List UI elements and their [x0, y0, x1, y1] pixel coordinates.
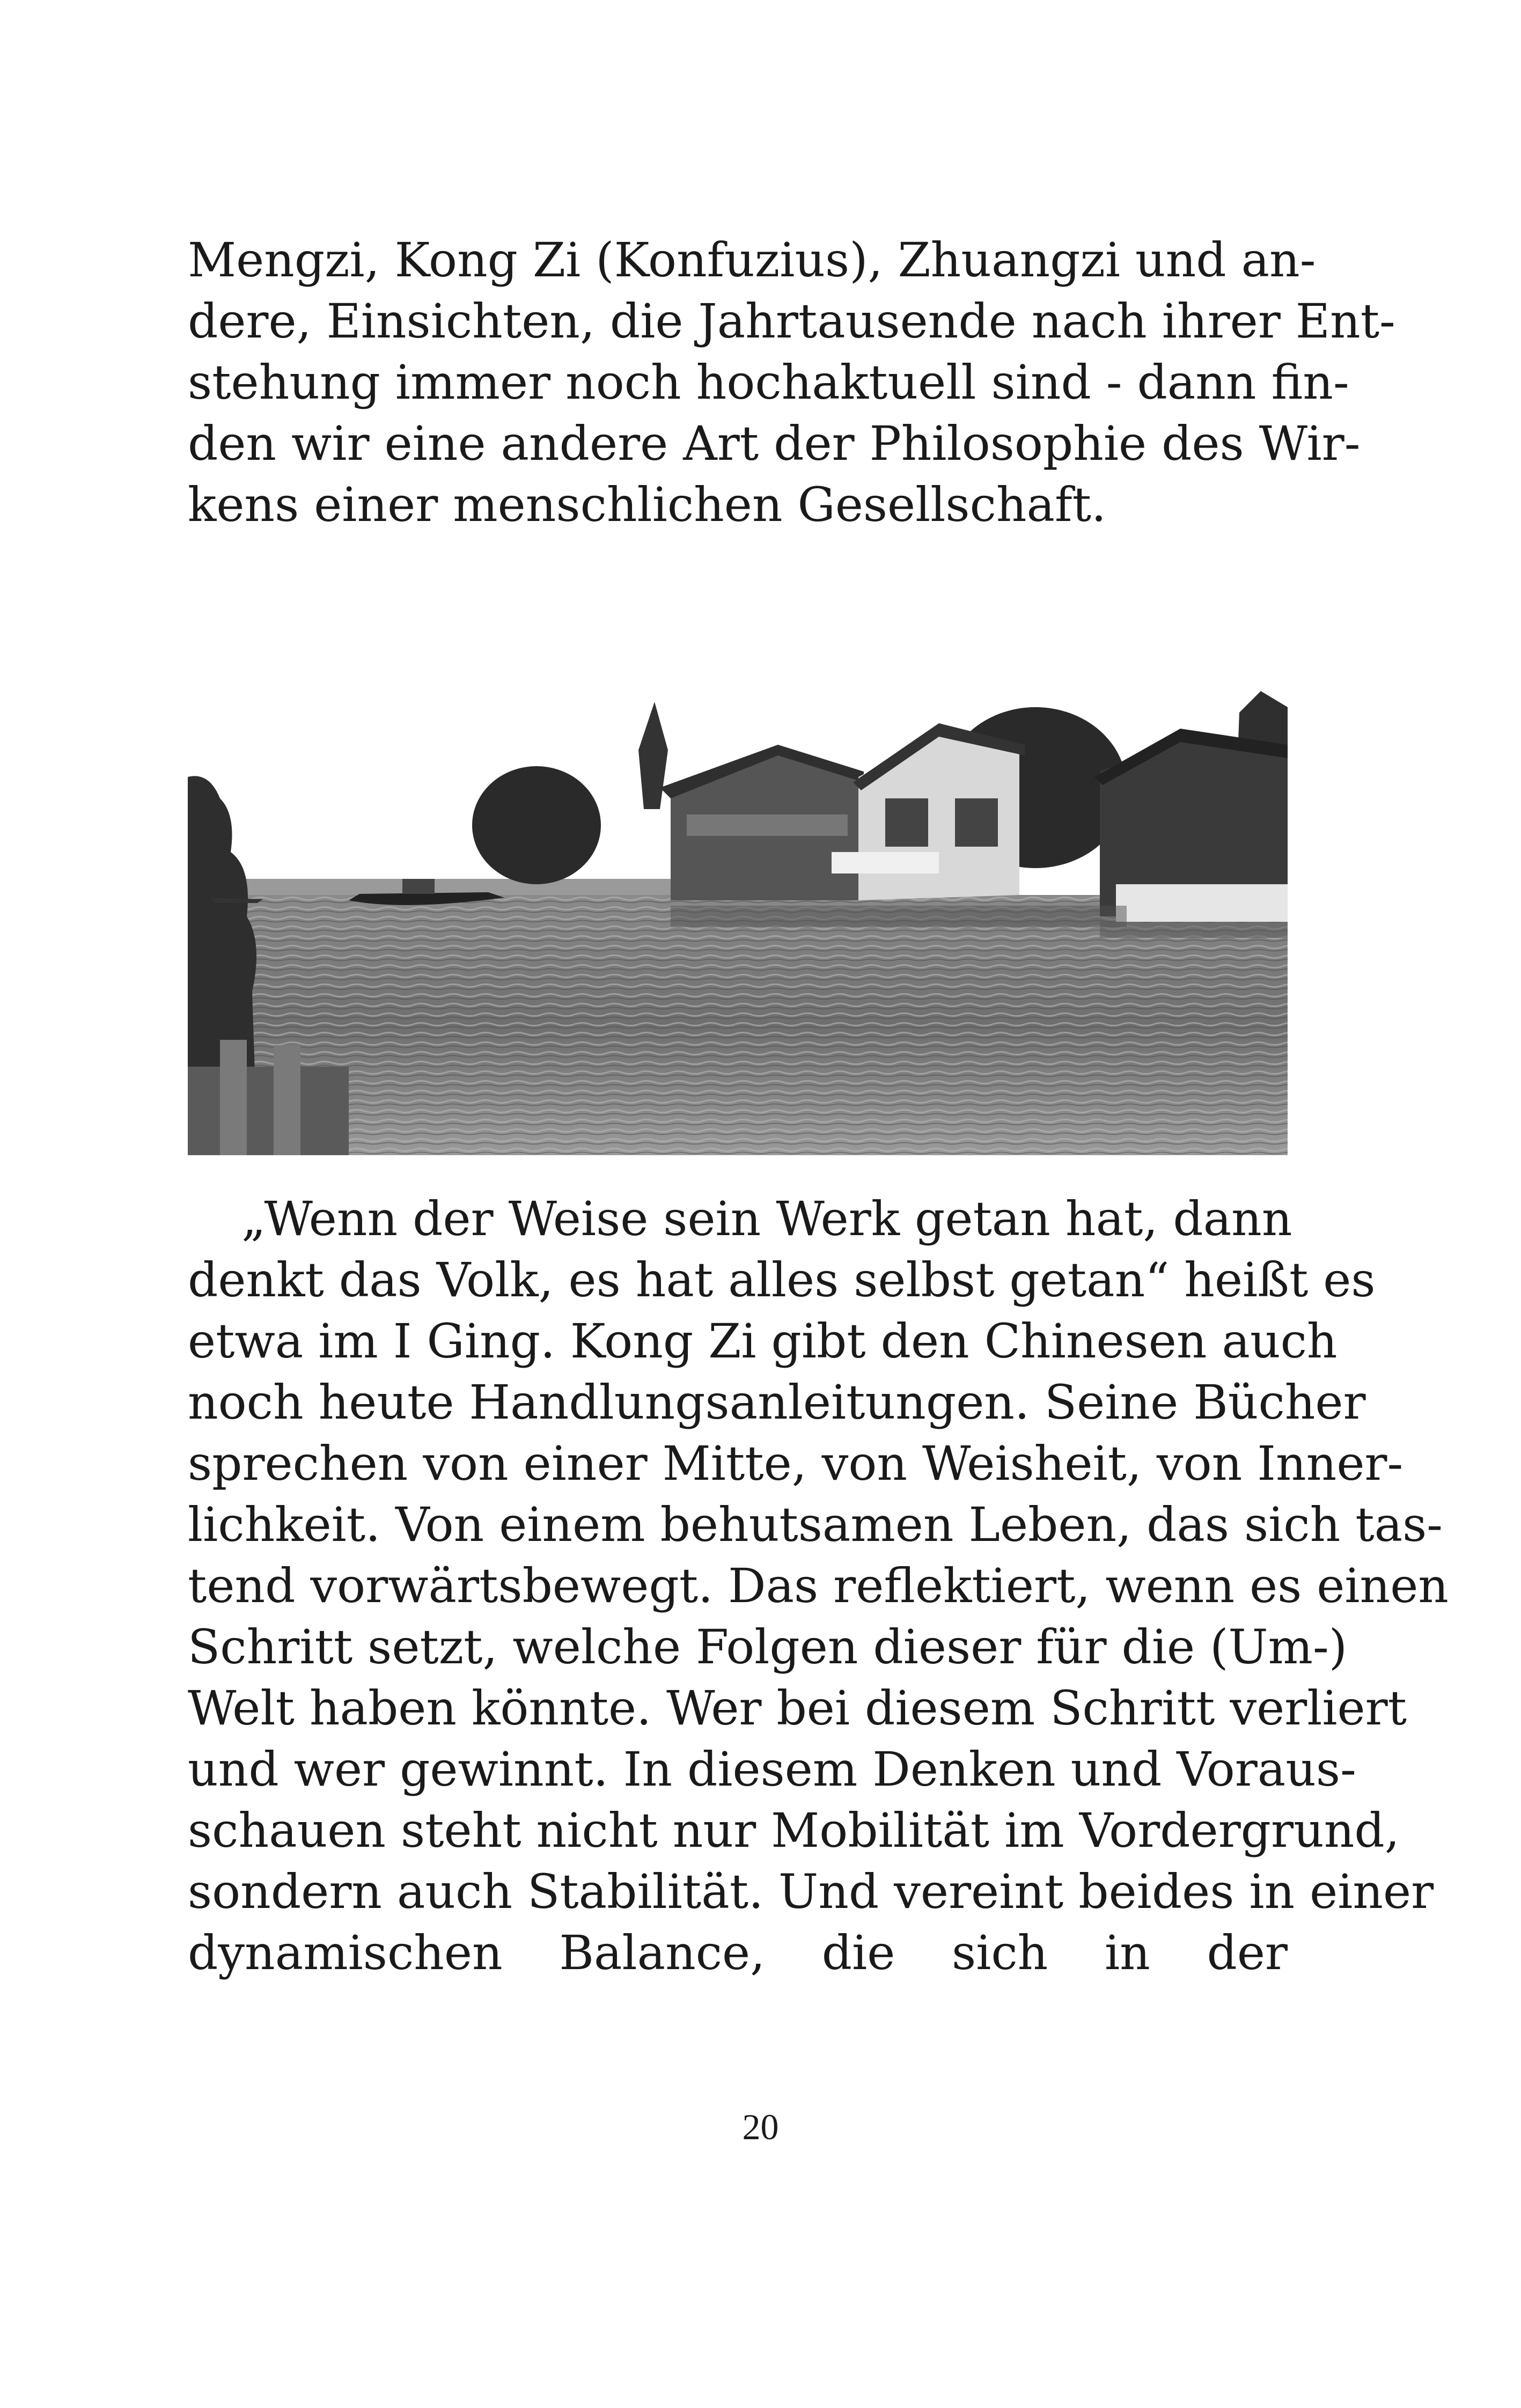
text-line: Welt haben könnte. Wer bei diesem Schritt verliert	[188, 1680, 1407, 1736]
text-line: denkt das Volk, es hat alles selbst getan“ heißt es	[188, 1252, 1376, 1308]
paragraph-2	[188, 1188, 1449, 1984]
text-line: und wer gewinnt. In diesem Denken und Voraus-	[188, 1742, 1356, 1797]
text-line: sondern auch Stabilität. Und vereint beides in einer	[188, 1864, 1434, 1919]
text-line: dere, Einsichten, die Jahrtausende nach ihrer Ent-	[188, 293, 1395, 349]
text-line: lichkeit. Von einem behutsamen Leben, das sich tas-	[188, 1497, 1443, 1552]
canal-town-photo-image	[188, 691, 1288, 1155]
text-line: sprechen von einer Mitte, von Weisheit, von Inner-	[188, 1436, 1404, 1491]
paragraph-1	[188, 230, 1395, 535]
text-line: etwa im I Ging. Kong Zi gibt den Chinesen auch	[188, 1313, 1338, 1369]
text-line: tend vorwärtsbewegt. Das reflektiert, wenn es einen	[188, 1558, 1449, 1613]
text-line: schauen steht nicht nur Mobilität im Vordergrund,	[188, 1803, 1400, 1858]
text-line: Mengzi, Kong Zi (Konfuzius), Zhuangzi und an-	[188, 232, 1316, 288]
text-line: dynamischen Balance, die sich in der	[188, 1925, 1288, 1980]
text-line: den wir eine andere Art der Philosophie des Wir-	[188, 416, 1361, 471]
text-line: stehung immer noch hochaktuell sind - dann fin-	[188, 355, 1349, 410]
canal-town-photo	[188, 691, 1288, 1155]
text-line: „Wenn der Weise sein Werk getan hat, dann	[241, 1191, 1292, 1246]
text-line: kens einer menschlichen Gesellschaft.	[188, 477, 1106, 532]
text-line: Schritt setzt, welche Folgen dieser für die (Um-)	[188, 1619, 1348, 1675]
text-line: noch heute Handlungsanleitungen. Seine Bücher	[188, 1375, 1366, 1430]
page-number: 20	[742, 2106, 779, 2147]
